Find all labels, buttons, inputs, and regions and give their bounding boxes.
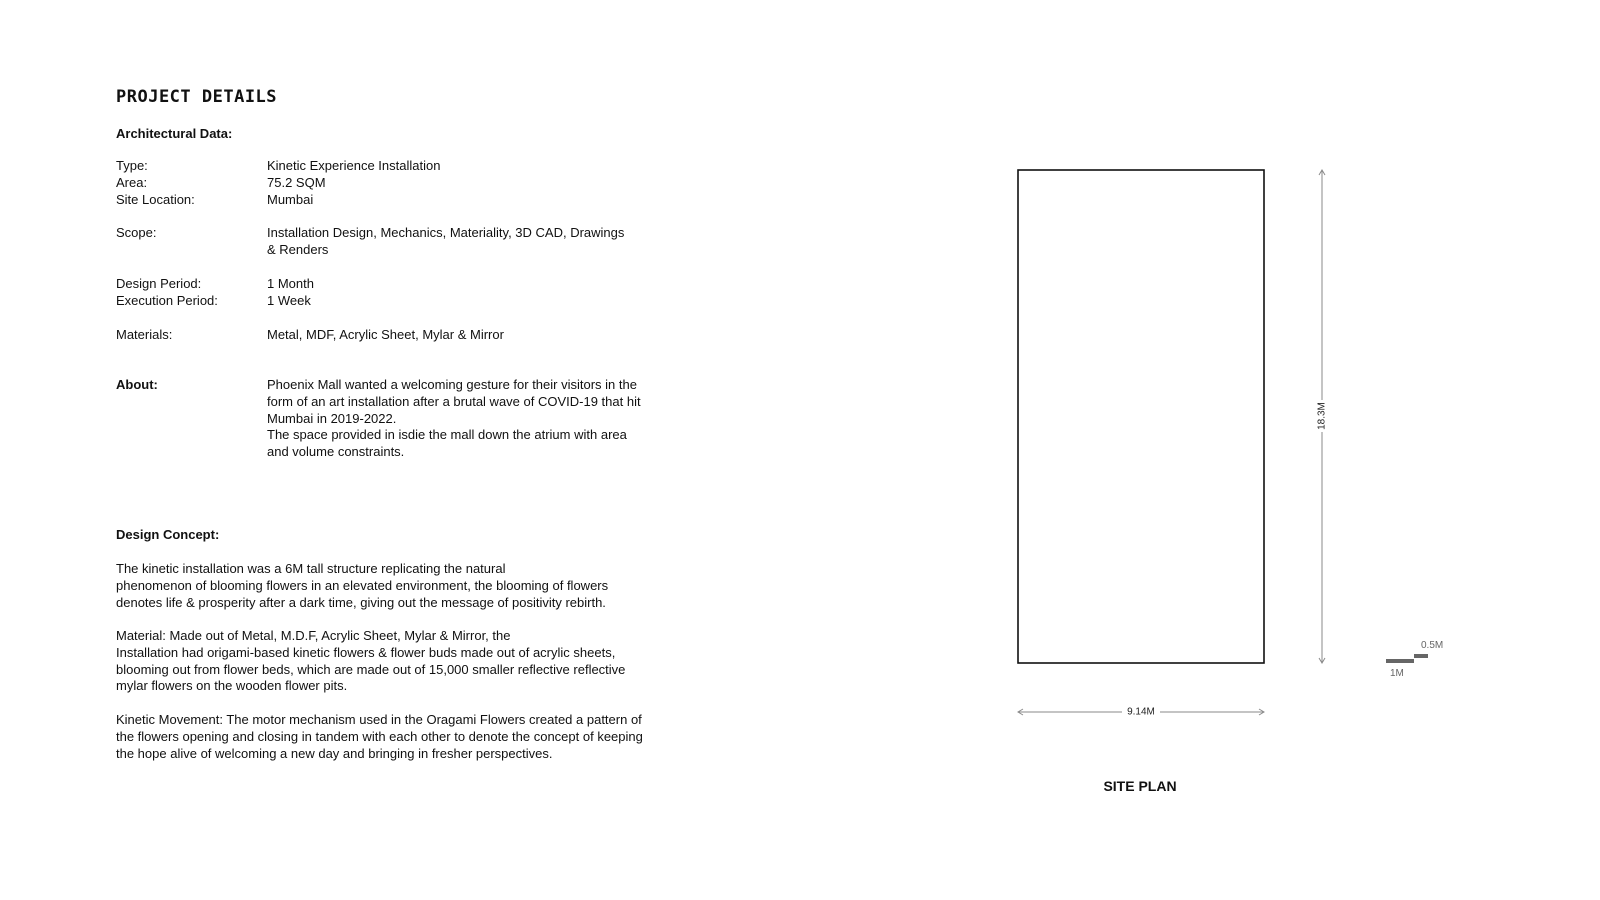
concept-intro-line: The kinetic installation was a 6M tall structure replicating the natural	[116, 561, 506, 576]
site-location-value: Mumbai	[267, 192, 314, 207]
scale-label-full: 1M	[1390, 668, 1404, 679]
material-line: blooming out from flower beds, which are made out of 15,000 smaller reflective reflective	[116, 661, 626, 677]
site-plan-outline	[1018, 170, 1264, 663]
concept-intro-line: phenomenon of blooming flowers in an elevated environment, the blooming of flowers	[116, 577, 609, 593]
execution-period-value: 1 Week	[267, 293, 311, 308]
site-location-label: Site Location:	[116, 192, 195, 207]
materials-label: Materials:	[116, 327, 173, 342]
about-line: Phoenix Mall wanted a welcoming gesture for their visitors in the	[267, 377, 637, 392]
scope-value-line-1: Installation Design, Mechanics, Materiality, 3D CAD, Drawings	[267, 225, 625, 240]
height-dimension-label: 18.3M	[1316, 402, 1328, 430]
scale-label-half: 0.5M	[1421, 640, 1444, 651]
design-period-label: Design Period:	[116, 276, 202, 291]
kinetic-line-1: The motor mechanism used in the Oragami Flowers created a pattern of	[222, 712, 642, 727]
concept-intro-line: denotes life & prosperity after a dark time, giving out the message of positivity rebirth.	[116, 594, 606, 610]
page-title: PROJECT DETAILS	[116, 87, 278, 107]
architectural-data-heading: Architectural Data:	[116, 126, 233, 141]
materials-value: Metal, MDF, Acrylic Sheet, Mylar & Mirror	[267, 327, 504, 342]
material-label: Material	[116, 628, 163, 643]
about-line: form of an art installation after a brutal wave of COVID-19 that hit	[267, 393, 641, 409]
design-period-value: 1 Month	[267, 276, 314, 291]
about-line: Mumbai in 2019-2022.	[267, 410, 397, 426]
scale-bar-full-segment	[1386, 659, 1414, 663]
scope-value-line-2: & Renders	[267, 242, 329, 257]
scale-bar-half-segment	[1414, 654, 1428, 658]
kinetic-movement-label: Kinetic Movement:	[116, 712, 223, 727]
scope-label: Scope:	[116, 225, 157, 240]
kinetic-line: the hope alive of welcoming a new day and bringing in fresher perspectives.	[116, 745, 553, 761]
design-concept-heading: Design Concept:	[116, 527, 220, 542]
kinetic-line: the flowers opening and closing in tandem with each other to denote the concept of keeping	[116, 728, 643, 744]
site-plan-title: SITE PLAN	[1103, 778, 1177, 794]
type-value: Kinetic Experience Installation	[267, 158, 441, 173]
about-line: The space provided in isdie the mall down the atrium with area	[267, 427, 627, 443]
area-label: Area:	[116, 175, 148, 190]
material-line: Installation had origami-based kinetic flowers & flower buds made out of acrylic sheets,	[116, 644, 616, 660]
area-value: 75.2 SQM	[267, 175, 326, 190]
about-label: About:	[116, 377, 158, 392]
type-label: Type:	[116, 158, 148, 173]
width-dimension-label: 9.14M	[1127, 706, 1155, 718]
material-line-1: : Made out of Metal, M.D.F, Acrylic Sheet, Mylar & Mirror, the	[162, 628, 511, 643]
material-line: mylar flowers on the wooden flower pits.	[116, 678, 348, 694]
about-line: and volume constraints.	[267, 444, 405, 460]
execution-period-label: Execution Period:	[116, 293, 218, 308]
